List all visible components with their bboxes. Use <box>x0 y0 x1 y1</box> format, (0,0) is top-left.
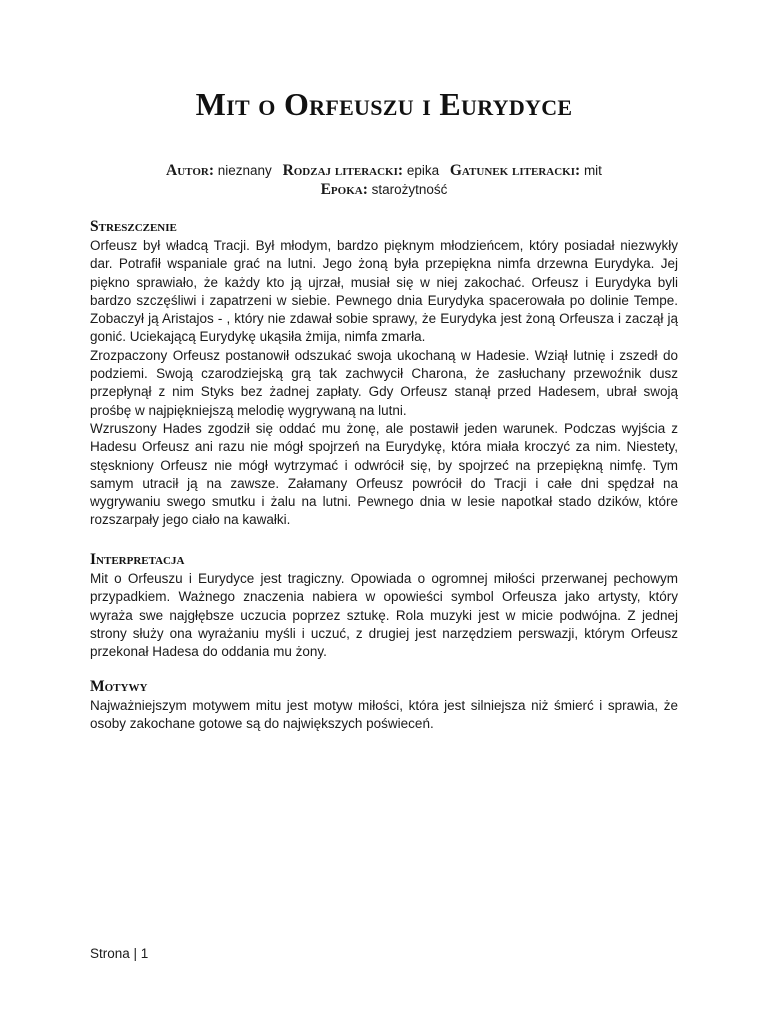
interpretation-section <box>90 550 678 661</box>
summary-paragraph: Orfeusz był władcą Tracji. Był młodym, bardzo pięknym młodzieńcem, który posiadał niezwykły dar. Potrafił wspaniale grać na lutni. Jego żoną była przepiękna nimfa drzewna Eurydyka. Jej piękno sprawiało, że każdy kto ją ujrzał, musiał się w niej zakochać. Orfeusz i Eurydyka byli bardzo szczęśliwi i zapatrzeni w siebie. Pewnego dnia Eurydyka spacerowała po dolinie Tempe. Zobaczył ją Aristajos - , który nie zdawał sobie sprawy, że Eurydyka jest żoną Orfeusza i zaczął ją gonić. Uciekającą Eurydykę ukąsiła żmija, nimfa zmarła. <box>90 238 678 345</box>
interpretation-heading: Interpretacja <box>90 551 185 568</box>
genre-label: Rodzaj literacki: <box>282 162 404 179</box>
author-value: nieznany <box>217 163 272 178</box>
metadata-line <box>90 161 678 180</box>
motifs-section <box>90 677 678 734</box>
kind-label: Gatunek literacki: <box>449 162 581 179</box>
epoch-label: Epoka: <box>320 181 368 198</box>
motifs-paragraph: Najważniejszym motywem mitu jest motyw miłości, która jest silniejsza niż śmierć i sprawia, że osoby zakochane gotowe są do największych poświeceń. <box>90 698 678 732</box>
summary-paragraph: Zrozpaczony Orfeusz postanowił odszukać swoja ukochaną w Hadesie. Wziął lutnię i zszedł do podziemi. Swoją czarodziejską grą tak zachwycił Charona, że zasłuchany przewoźnik dusz przepłynął z nim Styks bez żadnej zapłaty. Gdy Orfeusz stanął przed Hadesem, ubrał swoją prośbę w najpiękniejszą melodię wygrywaną na lutni. <box>90 347 678 418</box>
summary-section <box>90 217 678 530</box>
epoch-line <box>90 180 678 199</box>
genre-value: epika <box>406 163 440 178</box>
summary-paragraph: Wzruszony Hades zgodził się oddać mu żonę, ale postawił jeden warunek. Podczas wyjścia z Hadesu Orfeusz ani razu nie mógł spojrzeń na Eurydykę, która miała kroczyć za nim. Niestety, stęskniony Orfeusz nie mógł wytrzymać i odwrócił się, by spojrzeć na przepiękną nimfę. Tym samym utracił ją na zawsze. Załamany Orfeusz powrócił do Tracji i całe dni spędzał na wygrywaniu swego smutku i żalu na lutni. Pewnego dnia w lesie napotkał stado dzików, które rozszarpały jego ciało na kawałki. <box>90 420 678 528</box>
motifs-heading: Motywy <box>90 678 148 695</box>
page-number-footer: Strona | 1 <box>90 946 149 961</box>
document-title: Mit o Orfeuszu i Eurydyce <box>195 86 573 122</box>
summary-heading: Streszczenie <box>90 218 177 235</box>
interpretation-paragraph: Mit o Orfeuszu i Eurydyce jest tragiczny. Opowiada o ogromnej miłości przerwanej pechowym przypadkiem. Ważnego znaczenia nabiera w opowieści symbol Orfeusza jako artysty, który wyraża swe najgłębsze uczucia poprzez sztukę. Rola muzyki jest w micie podwójna. Z jednej strony służy ona wyrażaniu myśli i uczuć, z drugiej jest narzędziem perswazji, którym Orfeusz przekonał Hadesa do oddania mu żony. <box>90 571 678 660</box>
epoch-value: starożytność <box>371 182 448 197</box>
kind-value: mit <box>583 163 602 178</box>
author-label: Autor: <box>166 162 214 179</box>
